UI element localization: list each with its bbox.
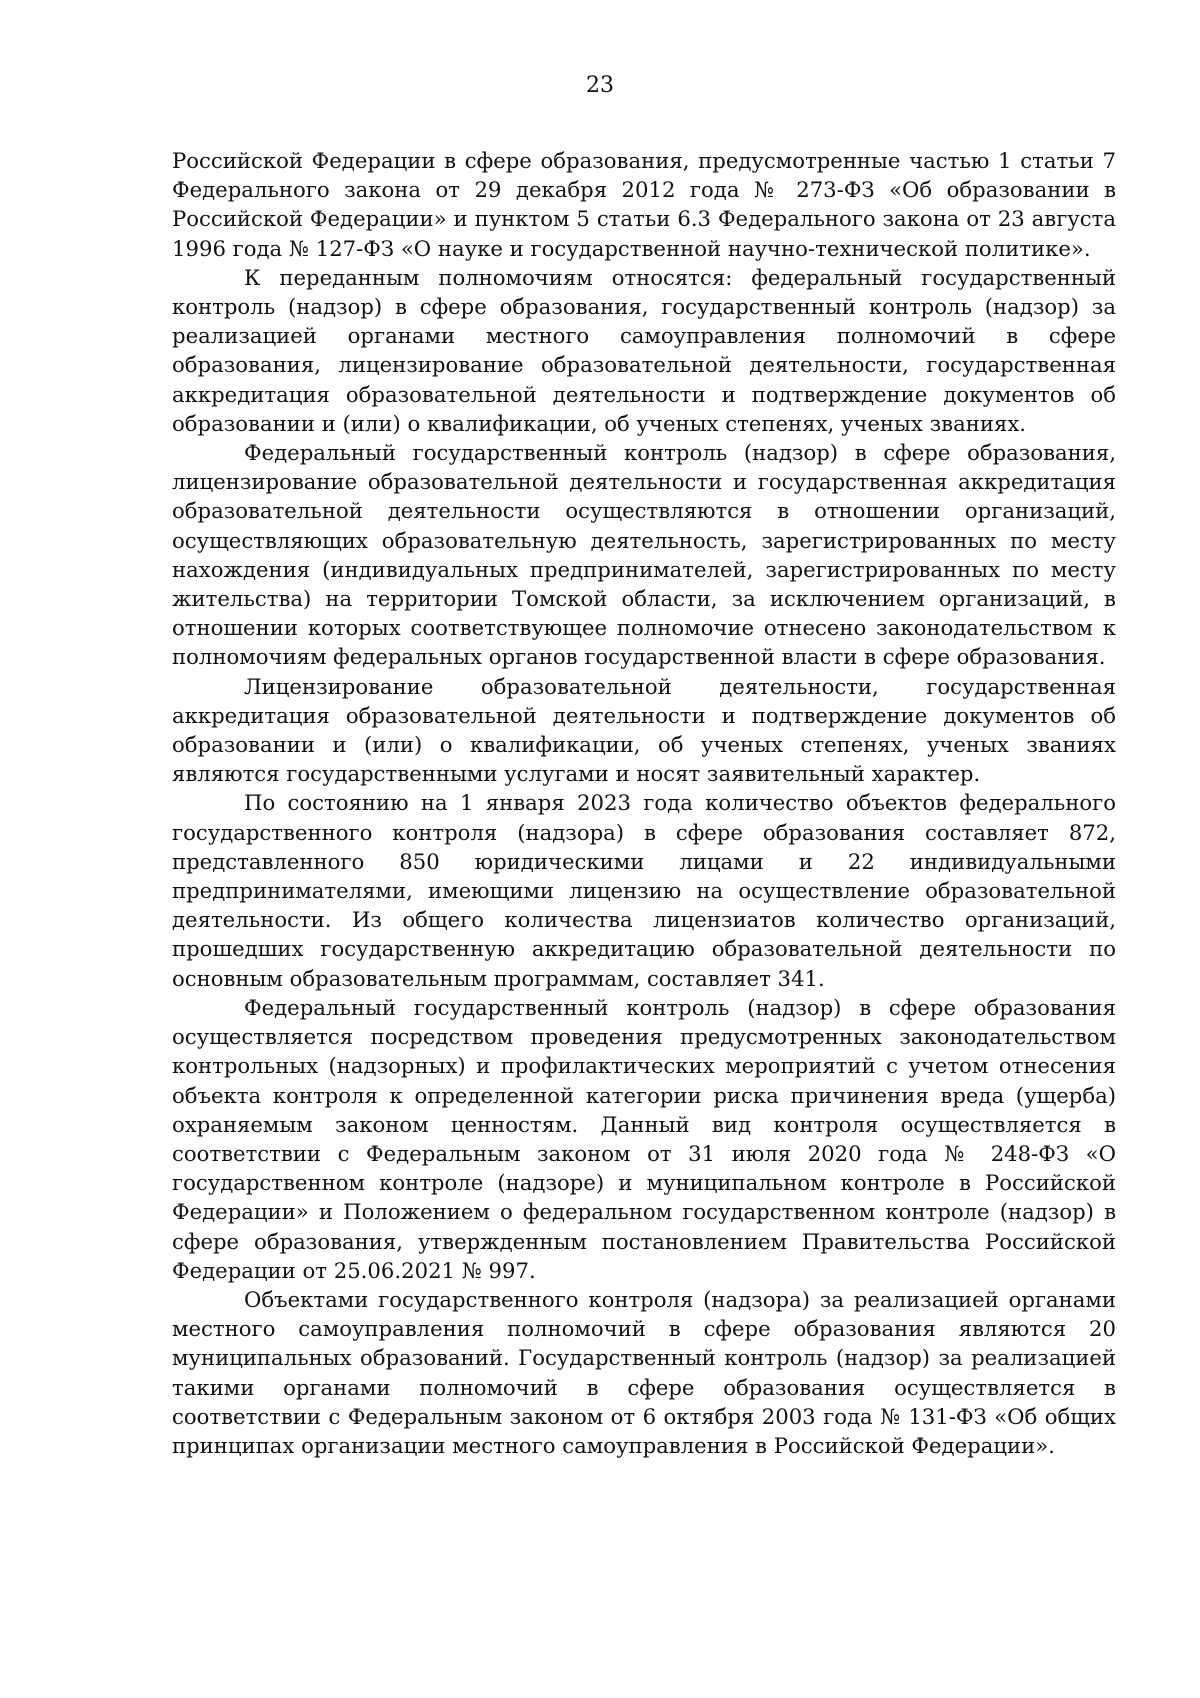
paragraph-2: К переданным полномочиям относятся: федеральный государственный контроль (надзор) в сфере образования, государственный контроль (надзор) за реализацией органами местного самоуправления полномочий в сфере образования, лицензирование образовательной деятельности, государственная аккредитация образовательной деятельности и подтверждение документов об образовании и (или) о квалификации, об ученых степенях, ученых званиях.: [172, 264, 1116, 436]
paragraph-7: Объектами государственного контроля (надзора) за реализацией органами местного самоуправления полномочий в сфере образования являются 20 муниципальных образований. Государственный контроль (надзор) за реализацией такими органами полномочий в сфере образования осуществляется в соответствии с Федеральным законом от 6 октября 2003 года № 131-ФЗ «Об общих принципах организации местного самоуправления в Российской Федерации».: [172, 1286, 1116, 1458]
paragraph-1: Российской Федерации в сфере образования, предусмотренные частью 1 статьи 7 Федерального закона от 29 декабря 2012 года № 273-ФЗ «Об образовании в Российской Федерации» и пунктом 5 статьи 6.3 Федерального закона от 23 августа 1996 года № 127-ФЗ «О науке и государственной научно-технической политике».: [172, 148, 1116, 261]
page-number: 23: [586, 73, 614, 98]
paragraph-5: По состоянию на 1 января 2023 года количество объектов федерального государственного контроля (надзора) в сфере образования составляет 872, представленного 850 юридическими лицами и 22 индивидуальными предпринимателями, имеющими лицензию на осуществление образовательной деятельности. Из общего количества лицензиатов количество организаций, прошедших государственную аккредитацию образовательной деятельности по основным образовательным программам, составляет 341.: [172, 790, 1116, 991]
document-body: [172, 146, 1116, 1460]
paragraph-6: Федеральный государственный контроль (надзор) в сфере образования осуществляется посредством проведения предусмотренных законодательством контрольных (надзорных) и профилактических мероприятий с учетом отнесения объекта контроля к определенной категории риска причинения вреда (ущерба) охраняемым законом ценностям. Данный вид контроля осуществляется в соответствии с Федеральным законом от 31 июля 2020 года № 248-ФЗ «О государственном контроле (надзоре) и муниципальном контроле в Российской Федерации» и Положением о федеральном государственном контроле (надзор) в сфере образования, утвержденным постановлением Правительства Российской Федерации от 25.06.2021 № 997.: [172, 994, 1116, 1283]
paragraph-4: Лицензирование образовательной деятельности, государственная аккредитация образовательной деятельности и подтверждение документов об образовании и (или) о квалификации, об ученых степенях, ученых званиях являются государственными услугами и носят заявительный характер.: [172, 673, 1116, 787]
paragraph-3: Федеральный государственный контроль (надзор) в сфере образования, лицензирование образовательной деятельности и государственная аккредитация образовательной деятельности осуществляются в отношении организаций, осуществляющих образовательную деятельность, зарегистрированных по месту нахождения (индивидуальных предпринимателей, зарегистрированных по месту жительства) на территории Томской области, за исключением организаций, в отношении которых соответствующее полномочие отнесено законодательством к полномочиям федеральных органов государственной власти в сфере образования.: [172, 440, 1116, 670]
